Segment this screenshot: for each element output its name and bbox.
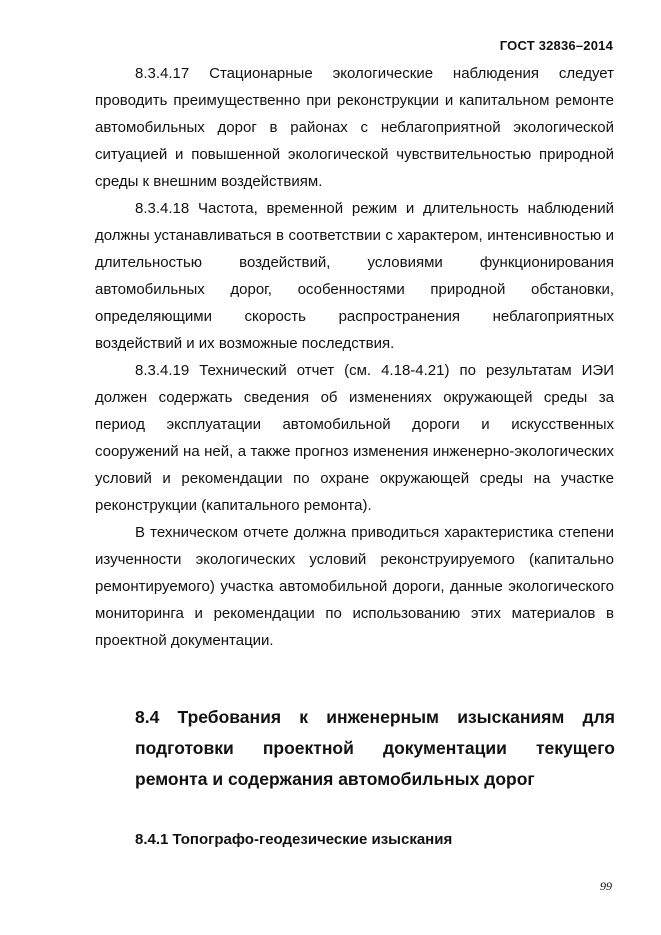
paragraph-8-3-4-17: 8.3.4.17 Стационарные экологические наблюдения следует проводить преимущественно при реконструкции и капитальном ремонте автомобильных дорог в районах с неблагоприятной экологической ситуацией и повышенной экологической чувствительностью природной среды к внешним воздействиям. xyxy=(95,65,614,190)
paragraph-report-content: В техническом отчете должна приводиться характеристика степени изученности экологических условий реконструируемого (капитально ремонтируемого) участка автомобильной дороги, данные экологического мониторинга и рекомендации по использованию этих материалов в проектной документации. xyxy=(95,524,614,649)
section-heading-8-4: 8.4 Требования к инженерным изысканиям для подготовки проектной документации текущего ремонта и содержания автомобильных дорог xyxy=(135,707,615,789)
page-number: 99 xyxy=(600,879,612,893)
subsection-heading-8-4-1: 8.4.1 Топографо-геодезические изыскания xyxy=(135,831,453,848)
body-text xyxy=(95,60,614,654)
document-code: ГОСТ 32836–2014 xyxy=(499,38,613,53)
paragraph-8-3-4-19: 8.3.4.19 Технический отчет (см. 4.18-4.21) по результатам ИЭИ должен содержать сведения об изменениях окружающей среды за период эксплуатации автомобильной дороги и искусственных сооружений на ней, а также прогноз изменения инженерно-экологических условий и рекомендации по охране окружающей среды на участке реконструкции (капитального ремонта). xyxy=(95,362,614,514)
paragraph-8-3-4-18: 8.3.4.18 Частота, временной режим и длительность наблюдений должны устанавливаться в соответствии с характером, интенсивностью и длительностью воздействий, условиями функционирования автомобильных дорог, особенностями природной обстановки, определяющими скорость распространения неблагоприятных воздействий и их возможные последствия. xyxy=(95,200,614,352)
